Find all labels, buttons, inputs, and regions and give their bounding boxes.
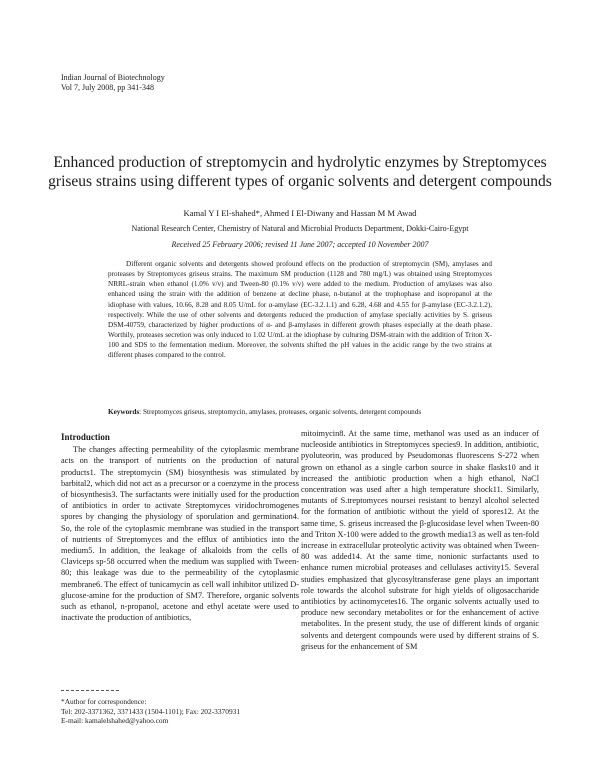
journal-header xyxy=(61,73,165,93)
paper-authors: Kamal Y I El-shahed*, Ahmed I El-Diwany and Hassan M M Awad xyxy=(183,208,417,218)
keywords xyxy=(108,407,492,417)
footnote xyxy=(61,697,299,726)
received-dates: Received 25 February 2006; revised 11 June 2007; accepted 10 November 2007 xyxy=(171,240,429,249)
keywords-text: : Streptomyces griseus, streptomycin, amylases, proteases, organic solvents, detergent compounds xyxy=(139,408,422,416)
footnote-tel: Tel: 202-3371362, 3371433 (1504-1101); Fax: 202-3370931 xyxy=(61,706,241,716)
journal-volume: Vol 7, July 2008, pp 341-348 xyxy=(61,83,154,92)
footnote-email: E-mail: kamalelshahed@yahoo.com xyxy=(61,716,169,726)
paper-title: Enhanced production of streptomycin and hydrolytic enzymes by Streptomyces griseus strains using different types of organic solvents and detergent compounds xyxy=(48,154,552,190)
section-heading-introduction: Introduction xyxy=(61,432,110,442)
introduction-paragraph-left: The changes affecting permeability of the cytoplasmic membrane acts on the transport of nutrients on the production of natural products1. The streptomycin (SM) biosynthesis was stimulated by barbital2, which did not act as a precursor or a coenzyme in the process of biosynthesis3. The surfactants were initially used for the production of antibiotics in order to activate Streptomyces viridochromogenes spores by changing the physiology of sporulation and germination4. So, the role of the cytoplasmic membrane was studied in the transport of nutrients of Streptomyces and the efflux of antibiotics into the medium5. In addition, the leakage of alkaloids from the cells of Claviceps sp-58 occurred when the medium was supplied with Tween-80; this leakage was due to the permeability of the cytoplasmic membrane6. The effect of tunicamycin as cell wall inhibitor utilized D-glucose-amine for the production of SM7. Therefore, organic solvents such as ethanol, n-propanol, acetone and ethyl acetate were used to inactivate the production of antibiotics, xyxy=(61,445,299,623)
footnote-author: *Author for correspondence: xyxy=(61,697,147,706)
footnote-divider xyxy=(61,690,119,691)
introduction-paragraph-right: mitoimycin8. At the same time, methanol was used as an inducer of nucleoside antibiotics in Streptomyces species9. In addition, antibiotic, pyoluteorin, was produced by Pseudomonas fluorescens S-272 when grown on ethanol as a single carbon source in shake flasks10 and it increased the antibiotic production when a high ethanol, NaCl concentration was used after a high temperature shock11. Similarly, mutants of S.treptomyces noursei resistant to benzyl alcohol selected for the formation of antibiotic without the yield of spores12. At the same time, S. griseus increased the β-glucosidase level when Tween-80 and Triton X-100 were added to the growth media13 as well as ten-fold increase in extracellular proteolytic activity was obtained when Tween-80 was added14. At the same time, nonionic surfactants used to enhance rumen microbial proteases and cellulases activity15. Several studies emphasized that glycosyltransferase gene plays an important role towards the alcohol substrate for high yields of oligosaccharide antibiotics by actinomycetes16. The organic solvents actually used to produce new secondary metabolites or for the enhancement of active metabolites. In the present study, the use of different kinds of organic solvents and detergent compounds were used by different strains of S. griseus for the enhancement of SM xyxy=(301,429,539,651)
journal-name: Indian Journal of Biotechnology xyxy=(61,73,165,82)
abstract: Different organic solvents and detergents showed profound effects on the production of streptomycin (SM), amylases and proteases by Streptomyces griseus strains. The maximum SM production (1128 and 780 mg/L) was obtained using Streptomyces NRRL-strain when ethanol (1.0% v/v) and Tween-80 (0.1% v/v) were added to the medium. Production of amylases was also enhanced using the strain with the addition of benzene at decline phase, n-butanol at the trophophase and isopropanol at the idiophase with values, 10.66, 8.28 and 8.05 U/mL for α-amylase (EC-3.2.1.1) and 6.28, 4.68 and 4.55 for β-amylase (EC-3.2.1.2), respectively. While the use of other solvents and detergents reduced the production of amylase specially activities by S. griseus DSM-40759, characterized by higher productions of α- and β-amylases in different growth phases especially at the death phase. Worthily, proteases secretion was only induced to 1.02 U/mL at the idiophase by culturing DSM-strain with the addition of Triton X-100 and SDS to the fermentation medium. Moreover, the solvents shifted the pH values in the acidic range by the two strains at different phases compared to the control. xyxy=(108,260,492,360)
keywords-label: Keywords xyxy=(108,408,140,416)
right-column xyxy=(301,428,539,652)
author-affiliation: National Research Center, Chemistry of Natural and Microbial Products Department, Dokki-Cairo-Egypt xyxy=(131,224,469,233)
left-column xyxy=(61,428,299,623)
